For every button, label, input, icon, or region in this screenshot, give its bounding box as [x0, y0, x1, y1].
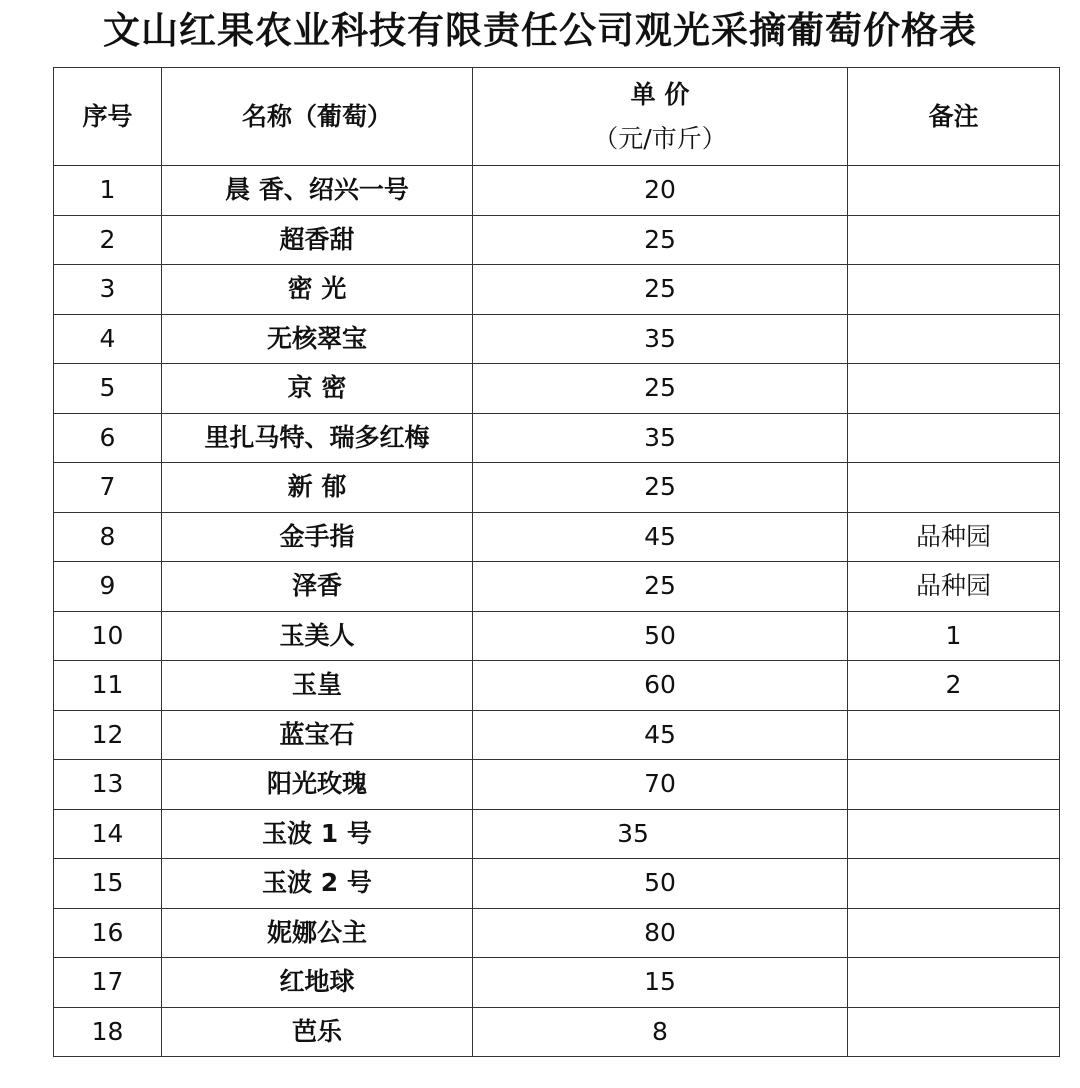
cell-note: [848, 908, 1060, 958]
cell-price: [473, 166, 848, 216]
cell-note: 品种园: [848, 562, 1060, 612]
cell-no: 11: [54, 661, 162, 711]
table-row: [54, 958, 1060, 1008]
cell-note: [848, 215, 1060, 265]
table-row: [54, 859, 1060, 909]
table-row: [54, 166, 1060, 216]
header-price-unit: （元/市斤）: [593, 123, 727, 153]
cell-note: [848, 166, 1060, 216]
cell-price: [473, 710, 848, 760]
cell-name: 金手指: [162, 512, 473, 562]
header-row: [54, 68, 1060, 166]
cell-price-value: 80: [644, 917, 676, 947]
table-row: [54, 314, 1060, 364]
price-table: [53, 67, 1060, 1057]
cell-note: [848, 859, 1060, 909]
cell-price-value: 50: [644, 620, 676, 650]
cell-no: 9: [54, 562, 162, 612]
header-price: [473, 68, 848, 166]
cell-price-value: 20: [644, 175, 676, 205]
table-row: [54, 760, 1060, 810]
cell-note: [848, 710, 1060, 760]
table-row: [54, 413, 1060, 463]
cell-name: 无核翠宝: [162, 314, 473, 364]
cell-no: 17: [54, 958, 162, 1008]
header-no: 序号: [54, 68, 162, 166]
cell-price: [473, 958, 848, 1008]
cell-price-value: 8: [652, 1016, 668, 1046]
cell-price: [473, 1007, 848, 1057]
table-row: [54, 809, 1060, 859]
cell-price-value: 35: [617, 818, 649, 848]
cell-price-value: 45: [644, 521, 676, 551]
table-body: [54, 166, 1060, 1057]
cell-price-value: 35: [644, 323, 676, 353]
cell-name: 阳光玫瑰: [162, 760, 473, 810]
cell-price: [473, 512, 848, 562]
cell-no: 1: [54, 166, 162, 216]
cell-note: [848, 364, 1060, 414]
cell-note: 2: [848, 661, 1060, 711]
table-row: [54, 265, 1060, 315]
cell-price-value: 60: [644, 670, 676, 700]
cell-no: 18: [54, 1007, 162, 1057]
cell-price-value: 25: [644, 571, 676, 601]
header-note: 备注: [848, 68, 1060, 166]
cell-no: 8: [54, 512, 162, 562]
table-row: [54, 1007, 1060, 1057]
table-row: [54, 512, 1060, 562]
cell-name: 玉波 2 号: [162, 859, 473, 909]
cell-note: [848, 809, 1060, 859]
cell-note: [848, 1007, 1060, 1057]
cell-note: 1: [848, 611, 1060, 661]
table-row: [54, 562, 1060, 612]
header-price-label: 单 价: [630, 79, 690, 109]
cell-name: 玉皇: [162, 661, 473, 711]
cell-note: [848, 760, 1060, 810]
cell-price-value: 25: [644, 472, 676, 502]
cell-name: 超香甜: [162, 215, 473, 265]
table-row: [54, 215, 1060, 265]
cell-price: [473, 413, 848, 463]
cell-price-value: 35: [644, 422, 676, 452]
cell-no: 5: [54, 364, 162, 414]
table-row: [54, 908, 1060, 958]
table-row: [54, 710, 1060, 760]
cell-price: [473, 611, 848, 661]
cell-name: 京 密: [162, 364, 473, 414]
cell-name: 芭乐: [162, 1007, 473, 1057]
cell-name: 晨 香、绍兴一号: [162, 166, 473, 216]
cell-no: 4: [54, 314, 162, 364]
cell-price-value: 25: [644, 224, 676, 254]
cell-price-value: 45: [644, 719, 676, 749]
cell-price: [473, 215, 848, 265]
cell-no: 13: [54, 760, 162, 810]
cell-note: [848, 413, 1060, 463]
cell-no: 12: [54, 710, 162, 760]
table-row: [54, 661, 1060, 711]
cell-no: 7: [54, 463, 162, 513]
cell-note: 品种园: [848, 512, 1060, 562]
cell-note: [848, 314, 1060, 364]
cell-note: [848, 265, 1060, 315]
cell-no: 3: [54, 265, 162, 315]
cell-price-value: 70: [644, 769, 676, 799]
cell-note: [848, 463, 1060, 513]
cell-price: [473, 364, 848, 414]
cell-name: 蓝宝石: [162, 710, 473, 760]
cell-no: 2: [54, 215, 162, 265]
cell-note: [848, 958, 1060, 1008]
cell-price: [473, 809, 848, 859]
cell-no: 15: [54, 859, 162, 909]
cell-no: 10: [54, 611, 162, 661]
cell-price: [473, 661, 848, 711]
cell-price: [473, 908, 848, 958]
cell-name: 妮娜公主: [162, 908, 473, 958]
table-row: [54, 364, 1060, 414]
cell-name: 密 光: [162, 265, 473, 315]
cell-name: 泽香: [162, 562, 473, 612]
page-title: 文山红果农业科技有限责任公司观光采摘葡萄价格表: [103, 9, 977, 52]
cell-name: 新 郁: [162, 463, 473, 513]
cell-price-value: 15: [644, 967, 676, 997]
cell-price: [473, 562, 848, 612]
cell-price-value: 25: [644, 373, 676, 403]
cell-price-value: 25: [644, 274, 676, 304]
cell-name: 里扎马特、瑞多红梅: [162, 413, 473, 463]
cell-price-value: 50: [644, 868, 676, 898]
cell-price: [473, 314, 848, 364]
table-row: [54, 463, 1060, 513]
cell-price: [473, 265, 848, 315]
header-name: 名称（葡萄）: [162, 68, 473, 166]
cell-price: [473, 760, 848, 810]
table-row: [54, 611, 1060, 661]
cell-name: 玉波 1 号: [162, 809, 473, 859]
cell-no: 14: [54, 809, 162, 859]
cell-name: 玉美人: [162, 611, 473, 661]
cell-no: 16: [54, 908, 162, 958]
cell-no: 6: [54, 413, 162, 463]
cell-price: [473, 859, 848, 909]
cell-price: [473, 463, 848, 513]
cell-name: 红地球: [162, 958, 473, 1008]
